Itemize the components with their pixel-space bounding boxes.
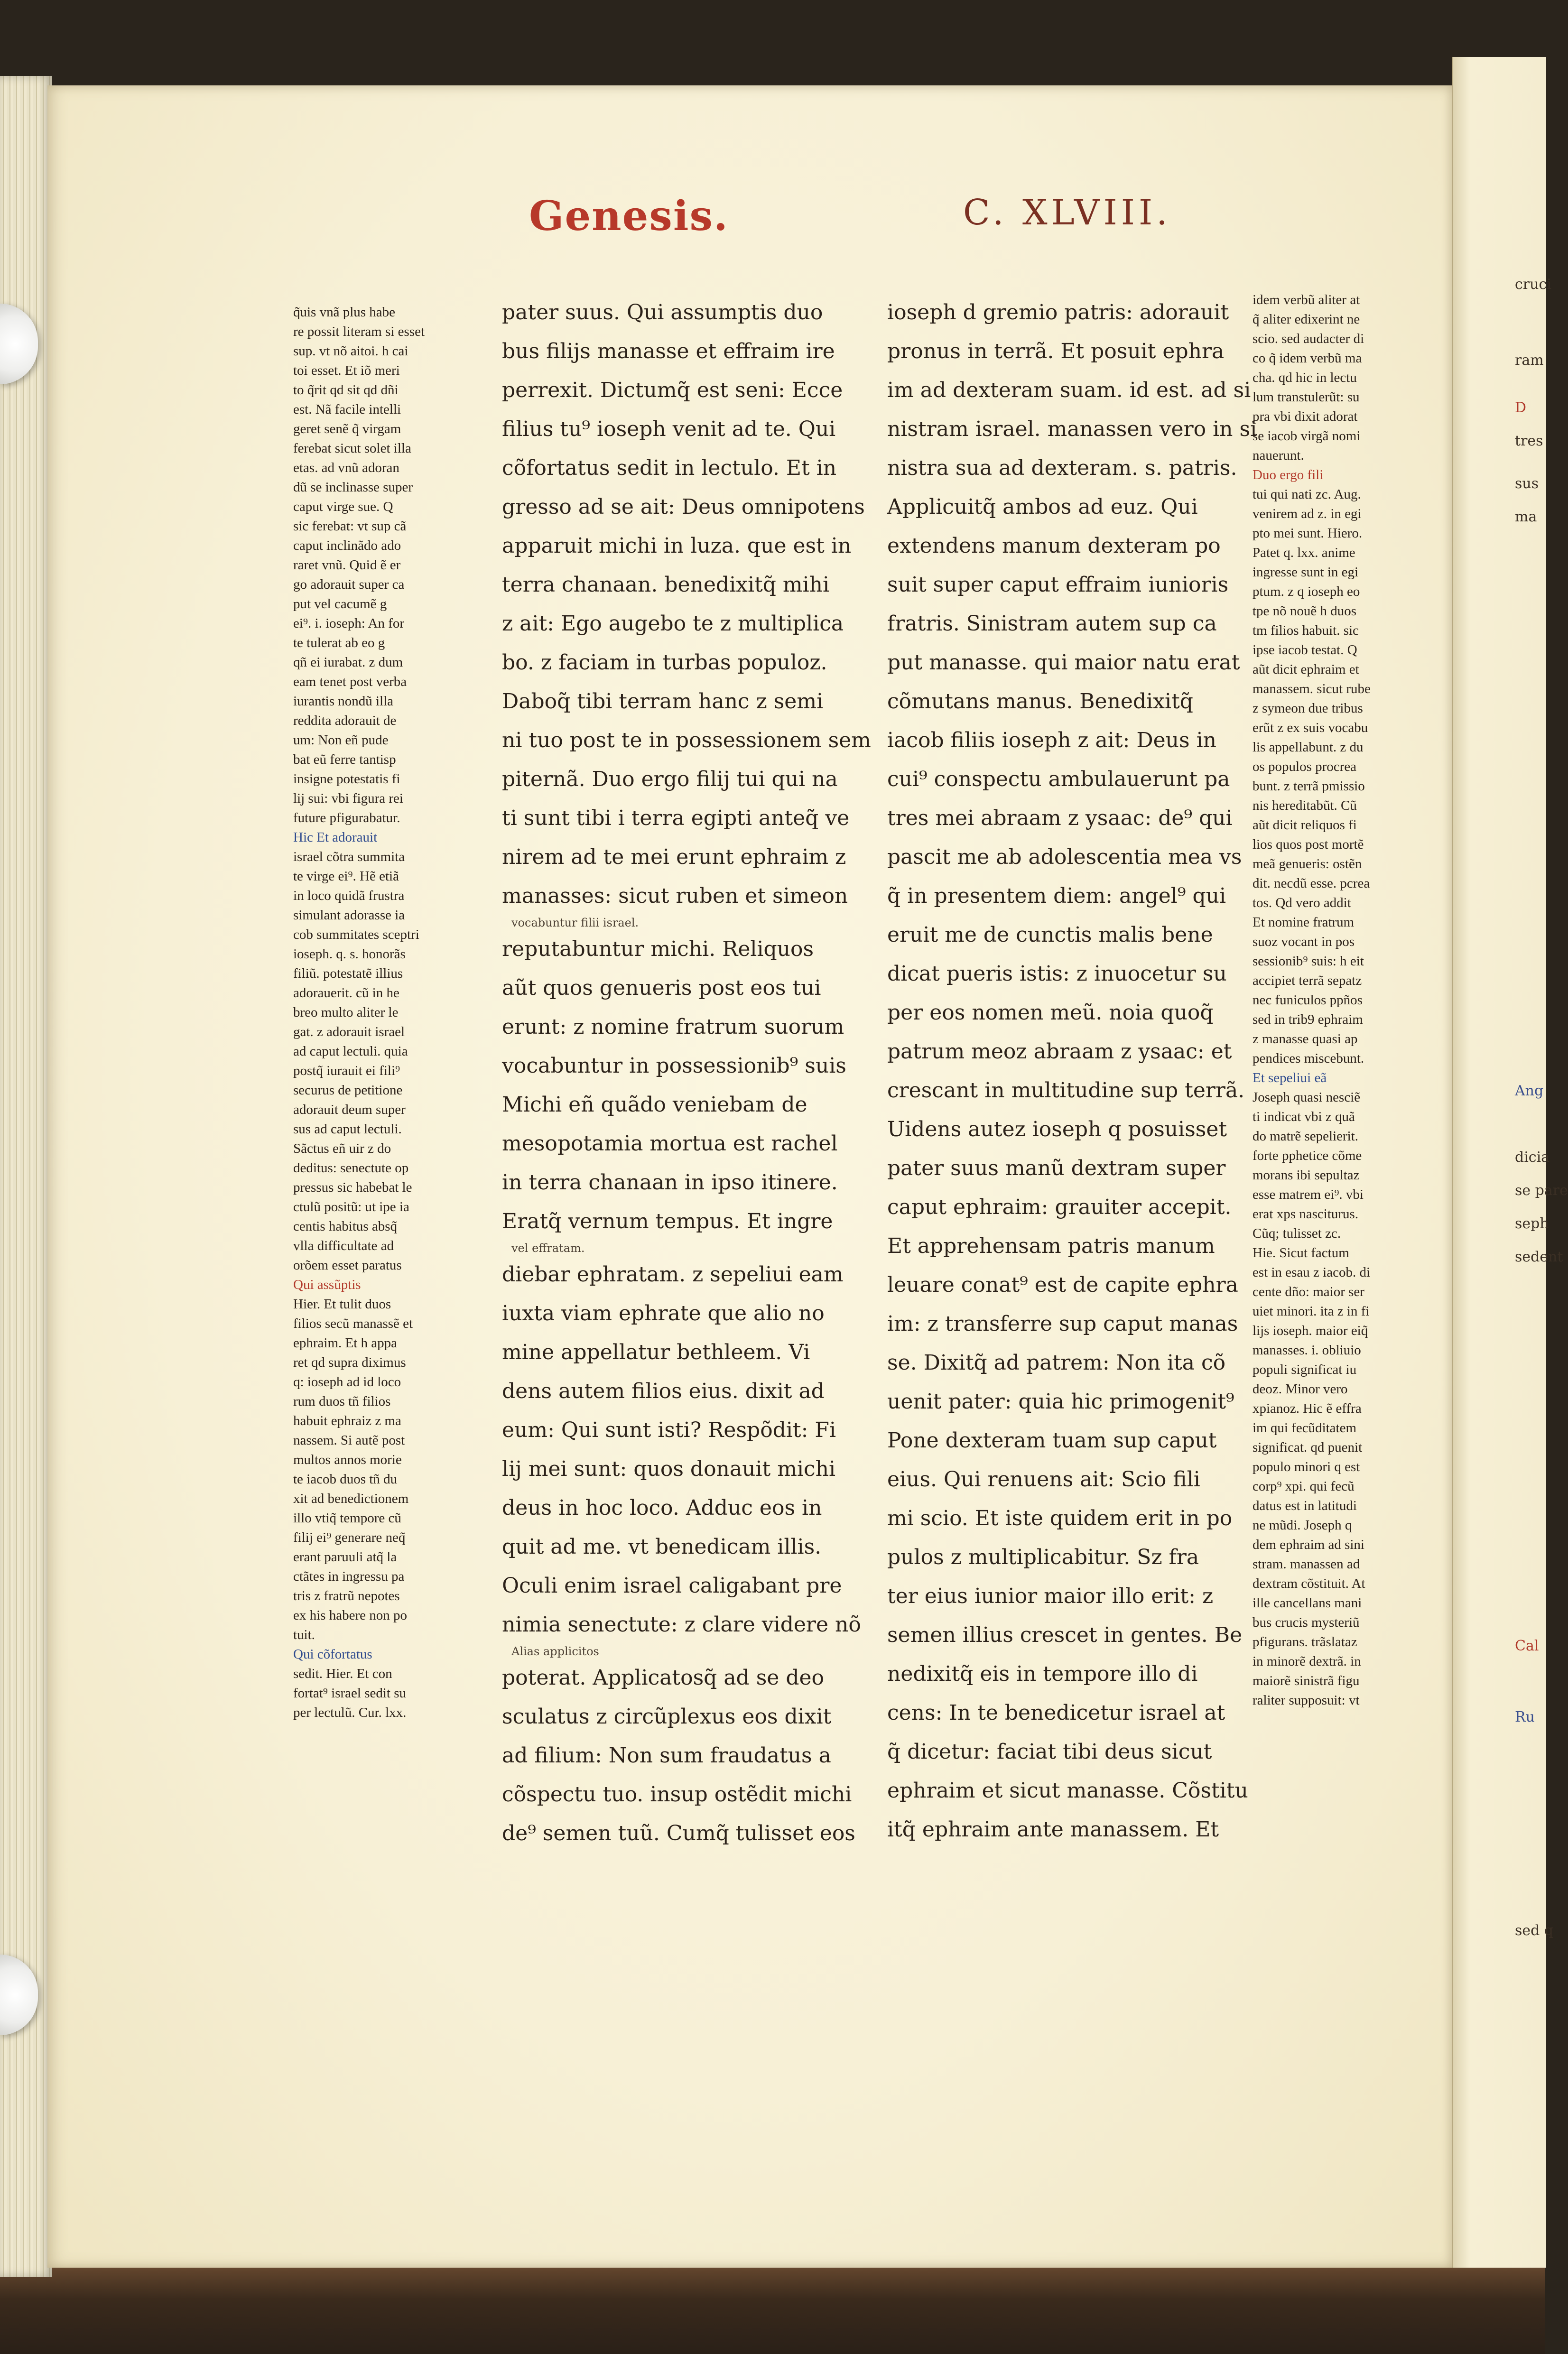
text-line: im: z transferre sup caput manas [887,1312,1238,1336]
text-line: iacob filiis ioseph z ait: Deus in [887,728,1216,752]
text-line: tres mei abraam z ysaac: de⁹ qui [887,806,1233,830]
gloss-line: sus ad caput lectuli. [293,1121,402,1137]
gloss-line: z symeon due tribus [1253,701,1363,716]
text-line: ni tuo post te in possessionem sem [502,728,871,752]
gloss-line: nauerunt. [1253,448,1304,463]
text-line: bus filijs manasse et effraim ire [502,339,835,363]
gloss-line: sessionib⁹ suis: h eit [1253,954,1364,969]
text-line: vocabuntur in possessionib⁹ suis [502,1054,846,1078]
gloss-line: adorauit deum super [293,1102,406,1117]
text-line: ioseph d gremio patris: adorauit [887,300,1229,324]
facing-page-fragment: D [1515,399,1527,416]
text-line: quit ad me. vt benedicam illis. [502,1535,822,1559]
gloss-line: xit ad benedictionem [293,1491,409,1506]
gloss-line: toi esset. Et iõ meri [293,363,400,378]
gloss-line: to q̃rit qd sit qd dñi [293,382,399,398]
gloss-line: os populos procrea [1253,759,1357,774]
main-text-column-2 [887,293,1257,1849]
page-edges [0,76,52,2277]
facing-page-fragment: sedent [1515,1249,1563,1265]
facing-page-fragment: sed q [1515,1922,1554,1939]
gloss-line: ne mũdi. Joseph q [1253,1518,1352,1533]
gloss-line: lij sui: vbi figura rei [293,791,403,806]
gloss-line: deoz. Minor vero [1253,1381,1348,1397]
text-line: iuxta viam ephrate que alio no [502,1301,825,1325]
gloss-line: put vel cacumẽ g [293,596,387,612]
gloss-line: Hie. Sicut factum [1253,1245,1349,1260]
gloss-line: bus crucis mysteriũ [1253,1615,1360,1630]
gloss-line: filios secũ manassẽ et [293,1316,413,1331]
gloss-line: lum transtulerũt: su [1253,389,1360,405]
gloss-line: Qui cõfortatus [293,1647,372,1662]
text-line: ad filium: Non sum fraudatus a [502,1743,831,1768]
text-line: extendens manum dexteram po [887,534,1221,558]
gloss-line: tuit. [293,1627,315,1642]
text-line: terra chanaan. benedixitq̃ mihi [502,573,830,597]
gloss-line: ioseph. q. s. honorãs [293,946,406,962]
gloss-line: Et nomine fratrum [1253,915,1355,930]
gloss-line: venirem ad z. in egi [1253,506,1362,521]
gloss-line: cob summitates sceptri [293,927,419,942]
text-line: ti sunt tibi i terra egipti anteq̃ ve [502,806,850,830]
gloss-line: aũt dicit ephraim et [1253,662,1359,677]
text-line: cõmutans manus. Benedixitq̃ [887,689,1193,714]
gloss-line: Patet q. lxx. anime [1253,545,1355,560]
gloss-line: im qui fecũditatem [1253,1420,1357,1436]
text-line: vel effratam. [511,1242,585,1255]
gloss-line: pfigurans. trãslataz [1253,1634,1357,1650]
text-line: apparuit michi in luza. que est in [502,534,852,558]
gloss-line: israel cõtra summita [293,849,405,864]
gloss-line: ret qd supra diximus [293,1355,406,1370]
text-line: leuare conat⁹ est de capite ephra [887,1273,1238,1297]
book-cover [0,2263,1545,2354]
gloss-line: manassem. sicut rube [1253,681,1371,696]
gloss-line: illo vtiq̃ tempore cũ [293,1511,401,1526]
gloss-line: pressus sic habebat le [293,1180,412,1195]
left-gloss-column [293,303,445,1723]
gloss-line: ipse iacob testat. Q [1253,642,1357,658]
gloss-line: nis hereditabũt. Cũ [1253,798,1357,813]
gloss-line: eam tenet post verba [293,674,407,689]
text-line: uenit pater: quia hic primogenit⁹ [887,1390,1234,1414]
text-line: nedixitq̃ eis in tempore illo di [887,1662,1198,1686]
gloss-line: q: ioseph ad id loco [293,1374,401,1390]
text-line: nirem ad te mei erunt ephraim z [502,845,846,869]
gloss-line: Cũq; tulisset zc. [1253,1226,1341,1241]
text-line: piternã. Duo ergo filij tui qui na [502,767,838,791]
facing-page-fragment: ram [1515,352,1544,369]
facing-page-fragment: Ang [1515,1083,1544,1099]
gloss-line: co q̃ idem verbũ ma [1253,351,1362,366]
gloss-line: reddita adorauit de [293,713,397,728]
gloss-line: simulant adorasse ia [293,908,405,923]
gloss-line: manasses. i. obliuio [1253,1343,1361,1358]
gloss-line: bunt. z terrã pmissio [1253,778,1365,794]
text-line: perrexit. Dictumq̃ est seni: Ecce [502,378,843,402]
running-title: Genesis. [529,192,729,240]
text-line: put manasse. qui maior natu erat [887,650,1240,675]
gloss-line: rum duos tñ filios [293,1394,391,1409]
gloss-line: qñ ei iurabat. z dum [293,655,403,670]
text-line: im ad dexteram suam. id est. ad si [887,378,1251,402]
gloss-line: meã genueris: ostẽn [1253,856,1362,871]
gloss-line: caput virge sue. Q [293,499,393,514]
gloss-line: Hier. Et tulit duos [293,1297,391,1312]
text-line: Uidens autez ioseph q posuisset [887,1117,1227,1141]
gloss-line: ctãtes in ingressu pa [293,1569,405,1584]
text-line: cõspectu tuo. insup ostẽdit michi [502,1782,852,1807]
text-line: cui⁹ conspectu ambulauerunt pa [887,767,1230,791]
gloss-line: vlla difficultate ad [293,1238,394,1253]
text-line: suit super caput effraim iunioris [887,573,1229,597]
text-line: cõfortatus sedit in lectulo. Et in [502,456,837,480]
gloss-line: pendices miscebunt. [1253,1051,1364,1066]
gloss-line: sedit. Hier. Et con [293,1666,392,1681]
gloss-line: securus de petitione [293,1083,403,1098]
gloss-line: dũ se inclinasse super [293,480,413,495]
gloss-line: idem verbũ aliter at [1253,292,1360,307]
gloss-line: multos annos morie [293,1452,402,1467]
text-line: z ait: Ego augebo te z multiplica [502,612,844,636]
gloss-line: ti indicat vbi z quã [1253,1109,1355,1124]
gloss-line: ad caput lectuli. quia [293,1044,408,1059]
main-text-column-1 [502,293,871,1853]
gloss-line: te iacob duos tñ du [293,1472,398,1487]
gloss-line: te virge ei⁹. Hẽ etiã [293,869,399,884]
gloss-line: te tulerat ab eo g [293,635,385,650]
gloss-line: gat. z adorauit israel [293,1024,405,1039]
gloss-line: lios quos post mortẽ [1253,837,1364,852]
gloss-line: insigne potestatis fi [293,771,400,787]
facing-page-fragment: dicia [1515,1149,1550,1166]
gloss-line: erũt z ex suis vocabu [1253,720,1368,735]
text-line: Daboq̃ tibi terram hanc z semi [502,689,824,714]
facing-page-fragment: tres [1515,433,1543,449]
gloss-line: ei⁹. i. ioseph: An for [293,616,405,631]
gloss-line: tm filios habuit. sic [1253,623,1359,638]
gloss-line: caput inclinãdo ado [293,538,401,553]
text-line: q̃ dicetur: faciat tibi deus sicut [887,1740,1212,1764]
text-line: Eratq̃ vernum tempus. Et ingre [502,1209,833,1233]
gloss-line: orõem esset paratus [293,1258,402,1273]
gloss-line: aũt dicit reliquos fi [1253,817,1357,833]
text-line: Michi eñ quãdo veniebam de [502,1093,807,1117]
gloss-line: iurantis nondũ illa [293,694,394,709]
gloss-line: etas. ad vnũ adoran [293,460,399,475]
text-line: in terra chanaan in ipso itinere. [502,1170,838,1195]
gloss-line: xpianoz. Hic ẽ effra [1253,1401,1362,1416]
chapter-number: C. XLVIII. [963,192,1171,233]
facing-page-fragment: sus [1515,475,1539,492]
gloss-line: se iacob virgã nomi [1253,428,1361,444]
text-line: pater suus manũ dextram super [887,1156,1226,1180]
gloss-line: filij ei⁹ generare neq̃ [293,1530,406,1545]
next-page-edge [1452,57,1568,2268]
gloss-line: sed in trib9 ephraim [1253,1012,1363,1027]
gloss-line: Hic Et adorauit [293,830,378,845]
gloss-line: um: Non eñ pude [293,732,389,748]
gloss-line: tui qui nati zc. Aug. [1253,487,1361,502]
gloss-line: q̃ aliter edixerint ne [1253,312,1360,327]
gloss-line: erat xps nasciturus. [1253,1206,1359,1222]
gloss-line: nec funiculos ppños [1253,992,1363,1008]
text-line: aũt quos genueris post eos tui [502,976,821,1000]
text-line: mine appellatur bethleem. Vi [502,1340,810,1364]
text-line: lij mei sunt: quos donauit michi [502,1457,836,1481]
text-line: ter eius iunior maior illo erit: z [887,1584,1214,1608]
gloss-line: uiet minori. ita z in fi [1253,1304,1370,1319]
gloss-line: datus est in latitudi [1253,1498,1357,1513]
text-line: Oculi enim israel caligabant pre [502,1574,842,1598]
gloss-line: filiũ. potestatẽ illius [293,966,403,981]
text-line: dens autem filios eius. dixit ad [502,1379,825,1403]
gloss-line: ptum. z q ioseph eo [1253,584,1360,599]
text-line: se. Dixitq̃ ad patrem: Non ita cõ [887,1351,1226,1375]
right-gloss-column [1253,290,1404,1710]
gloss-line: deditus: senectute op [293,1160,409,1176]
gloss-line: tos. Qd vero addit [1253,895,1351,910]
gloss-line: z manasse quasi ap [1253,1031,1358,1047]
text-line: de⁹ semen tuũ. Cumq̃ tulisset eos [502,1821,855,1845]
gloss-line: dem ephraim ad sini [1253,1537,1364,1552]
text-line: gresso ad se ait: Deus omnipotens [502,495,865,519]
gloss-line: cha. qd hic in lectu [1253,370,1357,385]
gloss-line: ex his habere non po [293,1608,407,1623]
gloss-line: geret senẽ q̃ virgam [293,421,401,436]
gloss-line: forte pphetice cõme [1253,1148,1362,1163]
facing-page-fragment: cruci [1515,276,1551,293]
gloss-line: re possit literam si esset [293,324,425,339]
gloss-line: est. Nã facile intelli [293,402,401,417]
text-line: pascit me ab adolescentia mea vs [887,845,1242,869]
facing-page-fragment: Ru [1515,1709,1535,1725]
gloss-line: suoz vocant in pos [1253,934,1355,949]
facing-page-fragment: se pare [1515,1182,1568,1199]
gloss-line: per lectulũ. Cur. lxx. [293,1705,407,1720]
gloss-line: pto mei sunt. Hiero. [1253,526,1363,541]
gloss-line: erant paruuli atq̃ la [293,1549,397,1565]
text-line: per eos nomen meũ. noia quoq̃ [887,1001,1214,1025]
text-line: cens: In te benedicetur israel at [887,1701,1225,1725]
gloss-line: esse matrem ei⁹. vbi [1253,1187,1364,1202]
text-line: semen illius crescet in gentes. Be [887,1623,1243,1647]
text-line: Applicuitq̃ ambos ad euz. Qui [887,495,1198,519]
gloss-line: tris z fratrũ nepotes [293,1588,400,1603]
gloss-line: significat. qd puenit [1253,1440,1363,1455]
text-line: patrum meoz abraam z ysaac: et [887,1039,1232,1064]
text-line: nistram israel. manassen vero in si [887,417,1257,441]
text-line: fratris. Sinistram autem sup ca [887,612,1217,636]
text-line: nimia senectute: z clare videre nõ [502,1613,861,1637]
gloss-line: ingresse sunt in egi [1253,565,1359,580]
gloss-line: in minorẽ dextrã. in [1253,1654,1361,1669]
text-line: bo. z faciam in turbas populoz. [502,650,827,675]
text-line: crescant in multitudine sup terrã. [887,1078,1245,1103]
text-line: eius. Qui renuens ait: Scio fili [887,1467,1200,1492]
gloss-line: Sãctus eñ uir z do [293,1141,391,1156]
text-line: dicat pueris istis: z inuocetur su [887,962,1227,986]
text-line: Pone dexteram tuam sup caput [887,1428,1217,1453]
text-line: caput ephraim: grauiter accepit. [887,1195,1232,1219]
gloss-line: tpe nõ nouẽ h duos [1253,603,1357,619]
text-line: nistra sua ad dexteram. s. patris. [887,456,1237,480]
gloss-line: corp⁹ xpi. qui fecũ [1253,1479,1355,1494]
gloss-line: future pfigurabatur. [293,810,400,825]
gloss-line: ctulũ positũ: ut ipe ia [293,1199,409,1214]
gloss-line: postq̃ iurauit ei fili⁹ [293,1063,400,1078]
gloss-line: est in esau z iacob. di [1253,1265,1371,1280]
gloss-line: ille cancellans mani [1253,1595,1362,1611]
gloss-line: populi significat iu [1253,1362,1357,1377]
text-line: vocabuntur filii israel. [511,916,639,929]
text-line: Et apprehensam patris manum [887,1234,1215,1258]
gloss-line: populo minori q est [1253,1459,1360,1474]
text-line: erunt: z nomine fratrum suorum [502,1015,844,1039]
gloss-line: morans ibi sepultaz [1253,1168,1360,1183]
text-line: mesopotamia mortua est rachel [502,1131,838,1156]
text-line: sculatus z circũplexus eos dixit [502,1705,832,1729]
gloss-line: Duo ergo fili [1253,467,1324,482]
text-line: Alias applicitos [511,1645,599,1658]
text-line: pulos z multiplicabitur. Sz fra [887,1545,1199,1569]
gloss-line: lijs ioseph. maior eiq̃ [1253,1323,1368,1338]
gloss-line: q̃uis vnã plus habe [293,305,396,320]
text-line: manasses: sicut ruben et simeon [502,884,848,908]
gloss-line: ferebat sicut solet illa [293,441,411,456]
text-line: diebar ephratam. z sepeliui eam [502,1262,844,1287]
gloss-line: raret vnũ. Quid ẽ er [293,557,401,573]
gloss-line: scio. sed audacter di [1253,331,1364,346]
gloss-line: bat eũ ferre tantisp [293,752,396,767]
gloss-line: go adorauit super ca [293,577,405,592]
text-line: pater suus. Qui assumptis duo [502,300,823,324]
text-line: deus in hoc loco. Adduc eos in [502,1496,822,1520]
gloss-line: cente dño: maior ser [1253,1284,1364,1299]
text-line: q̃ in presentem diem: angel⁹ qui [887,884,1226,908]
gloss-line: dextram cõstituit. At [1253,1576,1365,1591]
gloss-line: nassem. Si autẽ post [293,1433,405,1448]
text-line: mi scio. Et iste quidem erit in po [887,1506,1233,1530]
gloss-line: Qui assũptis [293,1277,361,1292]
gloss-line: sup. vt nõ aitoi. h cai [293,343,408,359]
text-line: eruit me de cunctis malis bene [887,923,1213,947]
gloss-line: stram. manassen ad [1253,1557,1360,1572]
gloss-line: adorauerit. cũ in he [293,985,399,1001]
text-line: pronus in terrã. Et posuit ephra [887,339,1225,363]
gloss-line: centis habitus absq̃ [293,1219,398,1234]
text-line: ephraim et sicut manasse. Cõstitu [887,1779,1248,1803]
gloss-line: maiorẽ sinistrã figu [1253,1673,1360,1688]
gloss-line: breo multo aliter le [293,1005,399,1020]
gloss-line: ephraim. Et h appa [293,1335,398,1351]
gloss-line: do matrẽ sepelierit. [1253,1129,1359,1144]
text-line: poterat. Applicatosq̃ ad se deo [502,1666,825,1690]
gloss-line: Et sepeliui eã [1253,1070,1327,1085]
gloss-line: lis appellabunt. z du [1253,740,1364,755]
facing-page-fragment: ma [1515,509,1537,525]
gloss-line: pra vbi dixit adorat [1253,409,1358,424]
gloss-line: fortat⁹ israel sedit su [293,1686,407,1701]
text-line: filius tu⁹ ioseph venit ad te. Qui [502,417,836,441]
facing-page-fragment: Cal [1515,1638,1539,1654]
gloss-line: habuit ephraiz z ma [293,1413,401,1428]
gloss-line: Joseph quasi nesciẽ [1253,1090,1361,1105]
gloss-line: sic ferebat: vt sup cã [293,519,407,534]
text-line: reputabuntur michi. Reliquos [502,937,814,961]
facing-page-fragment: seph [1515,1215,1549,1232]
text-line: itq̃ ephraim ante manassem. Et [887,1817,1219,1842]
gloss-line: accipiet terrã sepatz [1253,973,1362,988]
text-line: eum: Qui sunt isti? Respõdit: Fi [502,1418,836,1442]
gloss-line: dit. necdũ esse. pcrea [1253,876,1370,891]
gloss-line: in loco quidã frustra [293,888,405,903]
gloss-line: raliter supposuit: vt [1253,1693,1360,1708]
